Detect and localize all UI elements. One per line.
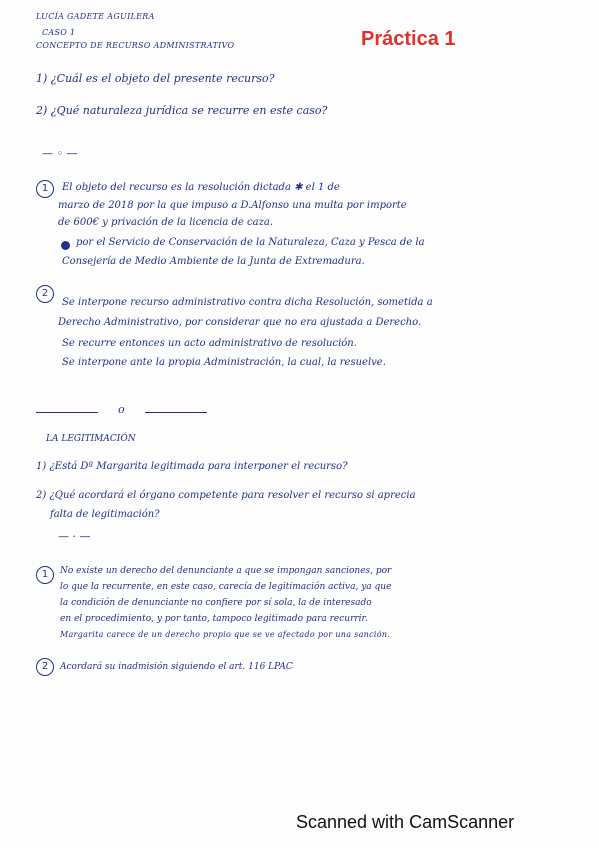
- answer-1-line-3: de 600€ y privación de la licencia de caza.: [58, 217, 273, 228]
- question-1: 1) ¿Está Dª Margarita legitimada para interponer el recurso?: [36, 461, 348, 472]
- answer-1-line-4: en el procedimiento, y por tanto, tampoco legitimado para recurrir.: [60, 614, 368, 624]
- section-separator: — ◦ —: [42, 147, 78, 160]
- question-2: 2) ¿Qué naturaleza jurídica se recurre en este caso?: [36, 104, 328, 117]
- answer-number-circle: 1: [36, 566, 54, 584]
- answer-2-line-2: Derecho Administrativo, por considerar que no era ajustada a Derecho.: [58, 317, 422, 328]
- answer-1-note-1: por el Servicio de Conservación de la Naturaleza, Caza y Pesca de la: [76, 237, 425, 248]
- answer-2-line-4: Se interpone ante la propia Administración, la cual, la resuelve.: [62, 357, 386, 368]
- answer-1-line-2: lo que la recurrente, en este caso, carecía de legitimación activa, ya que: [60, 582, 392, 592]
- subject-heading: CONCEPTO DE RECURSO ADMINISTRATIVO: [36, 41, 235, 50]
- note-bullet: [61, 241, 70, 250]
- question-1: 1) ¿Cuál es el objeto del presente recurso?: [36, 72, 275, 85]
- answer-1-line-5: Margarita carece de un derecho propio que se ve afectado por una sanción.: [60, 630, 391, 639]
- camscanner-watermark: Scanned with CamScanner: [296, 812, 515, 832]
- question-2-continued: falta de legitimación?: [50, 509, 160, 520]
- answer-number-circle: 2: [36, 285, 54, 303]
- answer-2-line-1: Se interpone recurso administrativo contra dicha Resolución, sometida a: [62, 297, 433, 308]
- page-title: Práctica 1: [361, 28, 456, 50]
- answer-1-line-1: No existe un derecho del denunciante a que se impongan sanciones, por: [60, 566, 392, 576]
- author-name: LUCÍA GADETE AGUILERA: [36, 12, 155, 21]
- answer-1-line-3: la condición de denunciante no confiere por sí sola, la de interesado: [60, 598, 372, 608]
- section-separator: — · —: [58, 530, 91, 543]
- answer-2-line-3: Se recurre entonces un acto administrativo de resolución.: [62, 338, 357, 349]
- answer-2-line-1: Acordará su inadmisión siguiendo el art. 116 LPAC: [60, 662, 293, 672]
- separator-mark: o: [118, 403, 125, 416]
- section-heading: LA LEGITIMACIÓN: [46, 434, 136, 444]
- answer-number-circle: 2: [36, 658, 54, 676]
- case-label: CASO 1: [42, 28, 76, 37]
- answer-1-line-1: El objeto del recurso es la resolución dictada ✱ el 1 de: [62, 182, 340, 193]
- answer-1-line-2: marzo de 2018 por la que impuso a D.Alfonso una multa por importe: [58, 200, 407, 211]
- separator-line-left: [36, 412, 98, 413]
- separator-line-right: [145, 412, 207, 413]
- answer-number-circle: 1: [36, 180, 54, 198]
- question-2: 2) ¿Qué acordará el órgano competente para resolver el recurso si aprecia: [36, 490, 416, 501]
- answer-1-note-2: Consejería de Medio Ambiente de la Junta de Extremadura.: [62, 256, 365, 267]
